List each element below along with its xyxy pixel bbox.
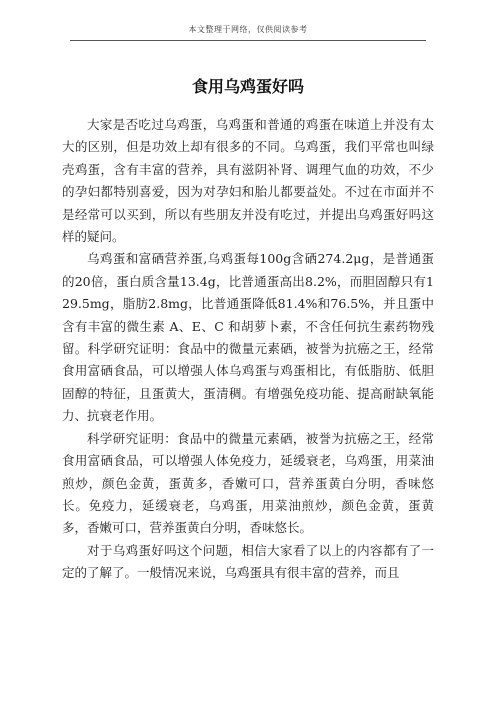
page-header-note: 本文整理于网络，仅供阅读参考 <box>188 25 308 34</box>
document-title: 食用乌鸡蛋好吗 <box>191 77 304 96</box>
paragraph-conclusion: 对于乌鸡蛋好吗这个问题，相信大家看了以上的内容都有了一定的了解了。一般情况来说，乌鸡蛋具有很丰富的营养，而且 <box>62 542 434 581</box>
paragraph-research: 科学研究证明：食品中的微量元素硒，被誉为抗癌之王，经常食用富硒食品，可以增强人体免疫力，延缓衰老，乌鸡蛋，用菜油煎炒，颜色金黄，蛋黄多，香嫩可口，营养蛋黄白分明，香味悠长。免疫力，延缓衰老，乌鸡蛋，用菜油煎炒，颜色金黄，蛋黄多，香嫩可口，营养蛋黄白分明，香味悠长。 <box>62 430 434 536</box>
document-body <box>62 114 434 585</box>
header-divider <box>70 40 426 41</box>
paragraph-nutrition: 乌鸡蛋和富硒营养蛋,乌鸡蛋每100g含硒274.2μg，是普通蛋的20倍，蛋白质含量13.4g，比普通蛋高出8.2%，而胆固醇只有129.5mg，脂肪2.8mg，比普通蛋降低81.4%和76.5%，并且蛋中含有丰富的微生素 A、E、C 和胡萝卜素，不含任何抗生素药物残留。科学研究证明：食品中的微量元素硒，被誉为抗癌之王，经常食用富硒食品，可以增强人体乌鸡蛋与鸡蛋相比，有低脂肪、低胆固醇的特征，且蛋黄大，蛋清稠。有增强免疫功能、提高耐缺氧能力、抗衰老作用。 <box>62 251 434 424</box>
paragraph-intro: 大家是否吃过乌鸡蛋，乌鸡蛋和普通的鸡蛋在味道上并没有太大的区别，但是功效上却有很多的不同。乌鸡蛋，我们平常也叫绿壳鸡蛋，含有丰富的营养，具有滋阴补肾、调理气血的功效，不少的孕妇都特别喜爱，因为对孕妇和胎儿都要益处。不过在市面并不是经常可以买到，所以有些朋友并没有吃过，并提出乌鸡蛋好吗这样的疑问。 <box>62 117 434 245</box>
